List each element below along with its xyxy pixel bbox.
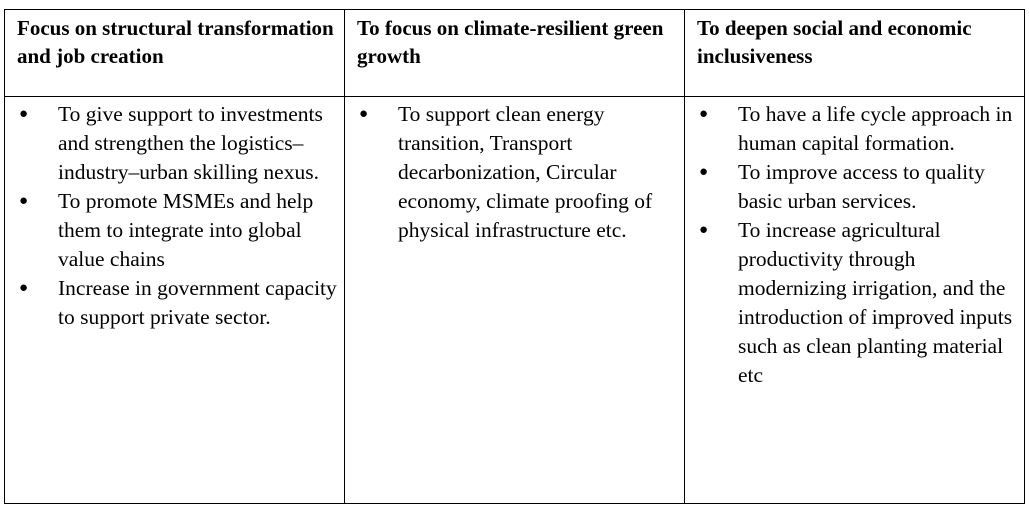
priorities-table <box>4 9 1025 504</box>
bullet-list <box>697 100 1018 390</box>
list-item-text: To have a life cycle approach in human capital formation. <box>738 102 1013 155</box>
cell-structural-transformation <box>5 97 345 504</box>
bullet-icon: ● <box>699 222 709 238</box>
list-item-text: To promote MSMEs and help them to integrate into global value chains <box>58 189 314 271</box>
bullet-icon: ● <box>359 106 369 122</box>
header-structural-transformation: Focus on structural transformation and job creation <box>5 10 345 97</box>
bullet-icon: ● <box>19 280 29 296</box>
header-social-inclusiveness: To deepen social and economic inclusiveness <box>685 10 1025 97</box>
bullet-list <box>357 100 678 245</box>
list-item <box>697 100 1018 158</box>
bullet-icon: ● <box>19 193 29 209</box>
list-item <box>697 216 1018 390</box>
cell-climate-resilient-growth <box>345 97 685 504</box>
header-row <box>5 10 1025 97</box>
list-item-text: To improve access to quality basic urban services. <box>738 160 985 213</box>
list-item-text: To support clean energy transition, Transport decarbonization, Circular economy, climate proofing of physical infrastructure etc. <box>398 102 653 242</box>
bullet-icon: ● <box>699 106 709 122</box>
cell-social-inclusiveness <box>685 97 1025 504</box>
header-climate-resilient-growth: To focus on climate-resilient green growth <box>345 10 685 97</box>
list-item <box>17 274 338 332</box>
list-item <box>697 158 1018 216</box>
list-item <box>357 100 678 245</box>
body-row <box>5 97 1025 504</box>
bullet-icon: ● <box>19 106 29 122</box>
bullet-list <box>17 100 338 332</box>
list-item-text: To increase agricultural productivity through modernizing irrigation, and the introduction of improved inputs such as clean planting material etc <box>738 218 1013 387</box>
list-item-text: To give support to investments and strengthen the logistics–industry–urban skilling nexus. <box>58 102 323 184</box>
bullet-icon: ● <box>699 164 709 180</box>
list-item <box>17 187 338 274</box>
list-item-text: Increase in government capacity to support private sector. <box>58 276 337 329</box>
list-item <box>17 100 338 187</box>
